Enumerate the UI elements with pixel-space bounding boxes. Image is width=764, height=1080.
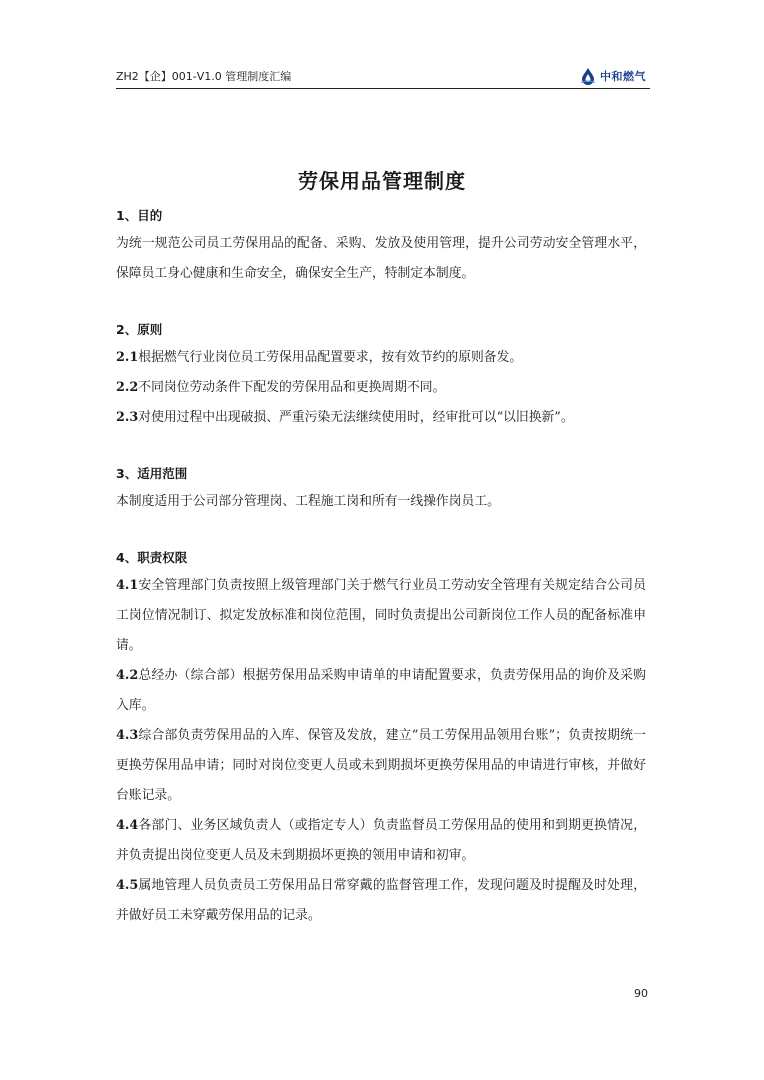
item-number: 4.4 [116,818,139,833]
item-number: 2.2 [116,380,139,395]
section-paragraph: 本制度适用于公司部分管理岗、工程施工岗和所有一线操作岗员工。 [116,494,500,509]
item-text: 安全管理部门负责按照上级管理部门关于燃气行业员工劳动安全管理有关规定结合公司员工岗位情况制订、拟定发放标准和岗位范围，同时负责提出公司新岗位工作人员的配备标准申请。 [116,578,646,653]
item-number: 4.1 [116,578,139,593]
item-text: 根据燃气行业岗位员工劳保用品配置要求，按有效节约的原则备发。 [138,350,523,365]
section-paragraph: 为统一规范公司员工劳保用品的配备、采购、发放及使用管理，提升公司劳动安全管理水平，保障员工身心健康和生命安全，确保安全生产，特制定本制度。 [116,236,646,281]
page-header [116,58,650,89]
list-item [116,403,646,433]
page-number: 90 [634,987,648,1000]
list-item [116,373,646,403]
list-item [116,571,646,661]
list-item [116,871,646,931]
flame-drop-logo-icon [579,67,597,85]
list-item [116,661,646,721]
section-heading: 2、原则 [116,322,163,337]
document-code: ZH2【企】001-V1.0 管理制度汇编 [116,70,292,83]
list-item [116,811,646,871]
logo-text: 中和燃气 [600,70,646,83]
company-logo [579,67,646,85]
item-text: 综合部负责劳保用品的入库、保管及发放，建立“员工劳保用品领用台账”；负责按期统一更换劳保用品申请；同时对岗位变更人员或未到期损坏更换劳保用品的申请进行审核，并做好台账记录。 [116,728,646,803]
item-number: 4.2 [116,668,139,683]
section-heading: 3、适用范围 [116,466,188,481]
item-number: 4.3 [116,728,139,743]
section-heading: 1、目的 [116,208,163,223]
list-item [116,343,646,373]
list-item [116,721,646,811]
item-text: 不同岗位劳动条件下配发的劳保用品和更换周期不同。 [138,380,446,395]
item-text: 属地管理人员负责员工劳保用品日常穿戴的监督管理工作，发现问题及时提醒及时处理，并做好员工未穿戴劳保用品的记录。 [116,878,646,923]
section-heading: 4、职责权限 [116,550,188,565]
item-text: 对使用过程中出现破损、严重污染无法继续使用时，经审批可以“以旧换新”。 [138,410,574,425]
page-title: 劳保用品管理制度 [298,169,466,193]
item-number: 2.3 [116,410,139,425]
document-body [116,203,646,931]
item-number: 4.5 [116,878,139,893]
item-number: 2.1 [116,350,139,365]
item-text: 各部门、业务区域负责人（或指定专人）负责监督员工劳保用品的使用和到期更换情况，并负责提出岗位变更人员及未到期损坏更换的领用申请和初审。 [116,818,646,863]
item-text: 总经办（综合部）根据劳保用品采购申请单的申请配置要求，负责劳保用品的询价及采购入库。 [116,668,646,713]
